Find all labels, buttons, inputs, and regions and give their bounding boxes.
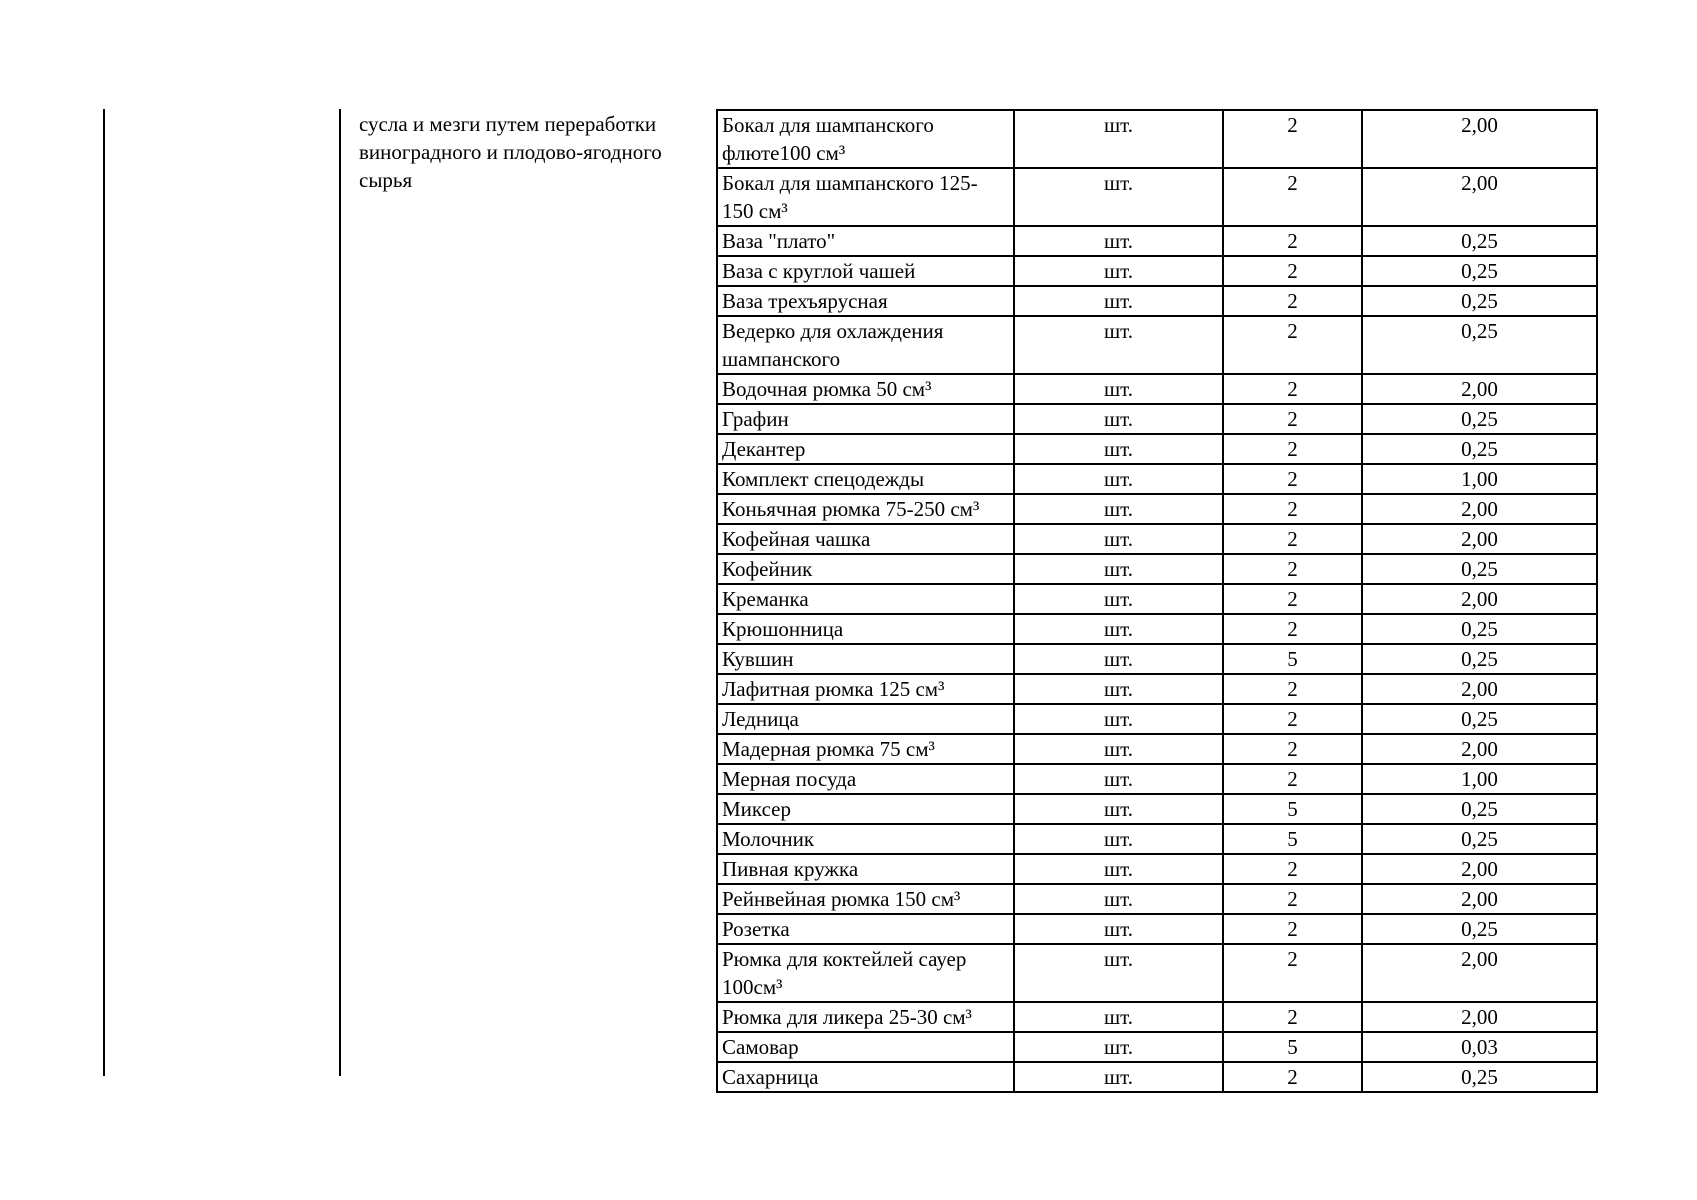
item-unit-cell: шт. (1014, 704, 1223, 734)
item-norm-cell: 0,25 (1362, 226, 1597, 256)
item-name-cell: Водочная рюмка 50 см³ (717, 374, 1014, 404)
item-norm-cell: 0,25 (1362, 404, 1597, 434)
item-quantity-cell: 2 (1223, 110, 1362, 168)
item-name-cell: Ледница (717, 704, 1014, 734)
item-name-cell: Миксер (717, 794, 1014, 824)
item-quantity-cell: 2 (1223, 764, 1362, 794)
item-name-cell: Декантер (717, 434, 1014, 464)
item-quantity-cell: 2 (1223, 704, 1362, 734)
item-name-cell: Креманка (717, 584, 1014, 614)
item-name-cell: Бокал для шампанского флюте100 см³ (717, 110, 1014, 168)
table-row (717, 944, 1597, 1002)
item-quantity-cell: 2 (1223, 374, 1362, 404)
item-norm-cell: 2,00 (1362, 854, 1597, 884)
item-name-cell: Ваза с круглой чашей (717, 256, 1014, 286)
table-row (717, 494, 1597, 524)
item-unit-cell: шт. (1014, 286, 1223, 316)
item-name-cell: Кофейник (717, 554, 1014, 584)
table-row (717, 584, 1597, 614)
item-quantity-cell: 2 (1223, 554, 1362, 584)
item-norm-cell: 0,25 (1362, 256, 1597, 286)
item-unit-cell: шт. (1014, 256, 1223, 286)
table-row (717, 1032, 1597, 1062)
item-norm-cell: 0,25 (1362, 286, 1597, 316)
item-quantity-cell: 2 (1223, 734, 1362, 764)
item-unit-cell: шт. (1014, 1032, 1223, 1062)
item-name-cell: Рюмка для коктейлей сауер 100см³ (717, 944, 1014, 1002)
table-row (717, 554, 1597, 584)
table-row (717, 734, 1597, 764)
table-row (717, 824, 1597, 854)
item-name-cell: Молочник (717, 824, 1014, 854)
item-name-cell: Ведерко для охлаждения шампанского (717, 316, 1014, 374)
item-name-cell: Ваза "плато" (717, 226, 1014, 256)
item-unit-cell: шт. (1014, 584, 1223, 614)
item-norm-cell: 2,00 (1362, 494, 1597, 524)
item-quantity-cell: 5 (1223, 824, 1362, 854)
item-name-cell: Пивная кружка (717, 854, 1014, 884)
item-norm-cell: 0,25 (1362, 794, 1597, 824)
equipment-table-body (717, 110, 1597, 1092)
item-unit-cell: шт. (1014, 110, 1223, 168)
item-unit-cell: шт. (1014, 374, 1223, 404)
item-norm-cell: 0,25 (1362, 914, 1597, 944)
item-unit-cell: шт. (1014, 168, 1223, 226)
equipment-table (716, 109, 1598, 1093)
item-unit-cell: шт. (1014, 316, 1223, 374)
activity-description-cell: сусла и мезги путем переработки виноградного и плодово-ягодного сырья (359, 112, 662, 192)
item-quantity-cell: 5 (1223, 794, 1362, 824)
item-name-cell: Рюмка для ликера 25-30 см³ (717, 1002, 1014, 1032)
item-quantity-cell: 2 (1223, 674, 1362, 704)
table-row (717, 110, 1597, 168)
item-name-cell: Розетка (717, 914, 1014, 944)
table-row (717, 704, 1597, 734)
item-norm-cell: 0,25 (1362, 1062, 1597, 1092)
item-name-cell: Мадерная рюмка 75 см³ (717, 734, 1014, 764)
item-norm-cell: 2,00 (1362, 168, 1597, 226)
item-name-cell: Сахарница (717, 1062, 1014, 1092)
item-name-cell: Кофейная чашка (717, 524, 1014, 554)
item-norm-cell: 2,00 (1362, 674, 1597, 704)
item-unit-cell: шт. (1014, 226, 1223, 256)
table-row (717, 316, 1597, 374)
item-name-cell: Лафитная рюмка 125 см³ (717, 674, 1014, 704)
item-quantity-cell: 2 (1223, 884, 1362, 914)
item-quantity-cell: 2 (1223, 944, 1362, 1002)
table-row (717, 1062, 1597, 1092)
item-unit-cell: шт. (1014, 914, 1223, 944)
item-quantity-cell: 2 (1223, 494, 1362, 524)
item-quantity-cell: 2 (1223, 286, 1362, 316)
item-quantity-cell: 5 (1223, 644, 1362, 674)
item-norm-cell: 0,25 (1362, 434, 1597, 464)
table-row (717, 884, 1597, 914)
item-norm-cell: 1,00 (1362, 764, 1597, 794)
item-unit-cell: шт. (1014, 884, 1223, 914)
item-quantity-cell: 2 (1223, 1002, 1362, 1032)
item-norm-cell: 2,00 (1362, 524, 1597, 554)
item-name-cell: Комплект спецодежды (717, 464, 1014, 494)
item-quantity-cell: 2 (1223, 1062, 1362, 1092)
table-row (717, 674, 1597, 704)
item-name-cell: Графин (717, 404, 1014, 434)
item-norm-cell: 0,25 (1362, 554, 1597, 584)
item-norm-cell: 2,00 (1362, 584, 1597, 614)
item-unit-cell: шт. (1014, 434, 1223, 464)
item-quantity-cell: 2 (1223, 316, 1362, 374)
item-name-cell: Бокал для шампанского 125-150 см³ (717, 168, 1014, 226)
item-unit-cell: шт. (1014, 734, 1223, 764)
table-row (717, 614, 1597, 644)
item-unit-cell: шт. (1014, 1062, 1223, 1092)
left-border-line (103, 109, 105, 1076)
item-unit-cell: шт. (1014, 854, 1223, 884)
item-unit-cell: шт. (1014, 644, 1223, 674)
item-quantity-cell: 2 (1223, 614, 1362, 644)
table-row (717, 854, 1597, 884)
table-row (717, 914, 1597, 944)
table-row (717, 464, 1597, 494)
item-quantity-cell: 2 (1223, 434, 1362, 464)
table-row (717, 286, 1597, 316)
item-unit-cell: шт. (1014, 1002, 1223, 1032)
column-divider-line (339, 109, 341, 1076)
item-unit-cell: шт. (1014, 614, 1223, 644)
item-norm-cell: 0,25 (1362, 704, 1597, 734)
item-quantity-cell: 2 (1223, 404, 1362, 434)
item-quantity-cell: 2 (1223, 854, 1362, 884)
table-row (717, 1002, 1597, 1032)
item-name-cell: Мерная посуда (717, 764, 1014, 794)
item-norm-cell: 0,25 (1362, 644, 1597, 674)
item-name-cell: Самовар (717, 1032, 1014, 1062)
item-norm-cell: 0,03 (1362, 1032, 1597, 1062)
item-unit-cell: шт. (1014, 464, 1223, 494)
table-row (717, 644, 1597, 674)
item-norm-cell: 2,00 (1362, 374, 1597, 404)
table-row (717, 256, 1597, 286)
item-quantity-cell: 2 (1223, 226, 1362, 256)
item-unit-cell: шт. (1014, 764, 1223, 794)
item-unit-cell: шт. (1014, 404, 1223, 434)
item-quantity-cell: 2 (1223, 256, 1362, 286)
item-norm-cell: 2,00 (1362, 944, 1597, 1002)
item-name-cell: Кувшин (717, 644, 1014, 674)
item-unit-cell: шт. (1014, 944, 1223, 1002)
item-quantity-cell: 2 (1223, 168, 1362, 226)
item-quantity-cell: 2 (1223, 584, 1362, 614)
table-row (717, 226, 1597, 256)
item-norm-cell: 2,00 (1362, 884, 1597, 914)
item-quantity-cell: 2 (1223, 524, 1362, 554)
item-quantity-cell: 2 (1223, 914, 1362, 944)
item-unit-cell: шт. (1014, 824, 1223, 854)
item-quantity-cell: 2 (1223, 464, 1362, 494)
table-row (717, 168, 1597, 226)
item-norm-cell: 2,00 (1362, 110, 1597, 168)
item-quantity-cell: 5 (1223, 1032, 1362, 1062)
table-row (717, 374, 1597, 404)
item-norm-cell: 2,00 (1362, 734, 1597, 764)
item-unit-cell: шт. (1014, 674, 1223, 704)
table-row (717, 524, 1597, 554)
item-unit-cell: шт. (1014, 524, 1223, 554)
item-norm-cell: 0,25 (1362, 824, 1597, 854)
item-norm-cell: 0,25 (1362, 614, 1597, 644)
item-norm-cell: 0,25 (1362, 316, 1597, 374)
item-name-cell: Рейнвейная рюмка 150 см³ (717, 884, 1014, 914)
item-name-cell: Коньячная рюмка 75-250 см³ (717, 494, 1014, 524)
table-row (717, 764, 1597, 794)
table-row (717, 404, 1597, 434)
item-name-cell: Крюшонница (717, 614, 1014, 644)
table-row (717, 434, 1597, 464)
table-row (717, 794, 1597, 824)
item-unit-cell: шт. (1014, 494, 1223, 524)
item-unit-cell: шт. (1014, 794, 1223, 824)
item-norm-cell: 1,00 (1362, 464, 1597, 494)
item-name-cell: Ваза трехъярусная (717, 286, 1014, 316)
item-norm-cell: 2,00 (1362, 1002, 1597, 1032)
item-unit-cell: шт. (1014, 554, 1223, 584)
